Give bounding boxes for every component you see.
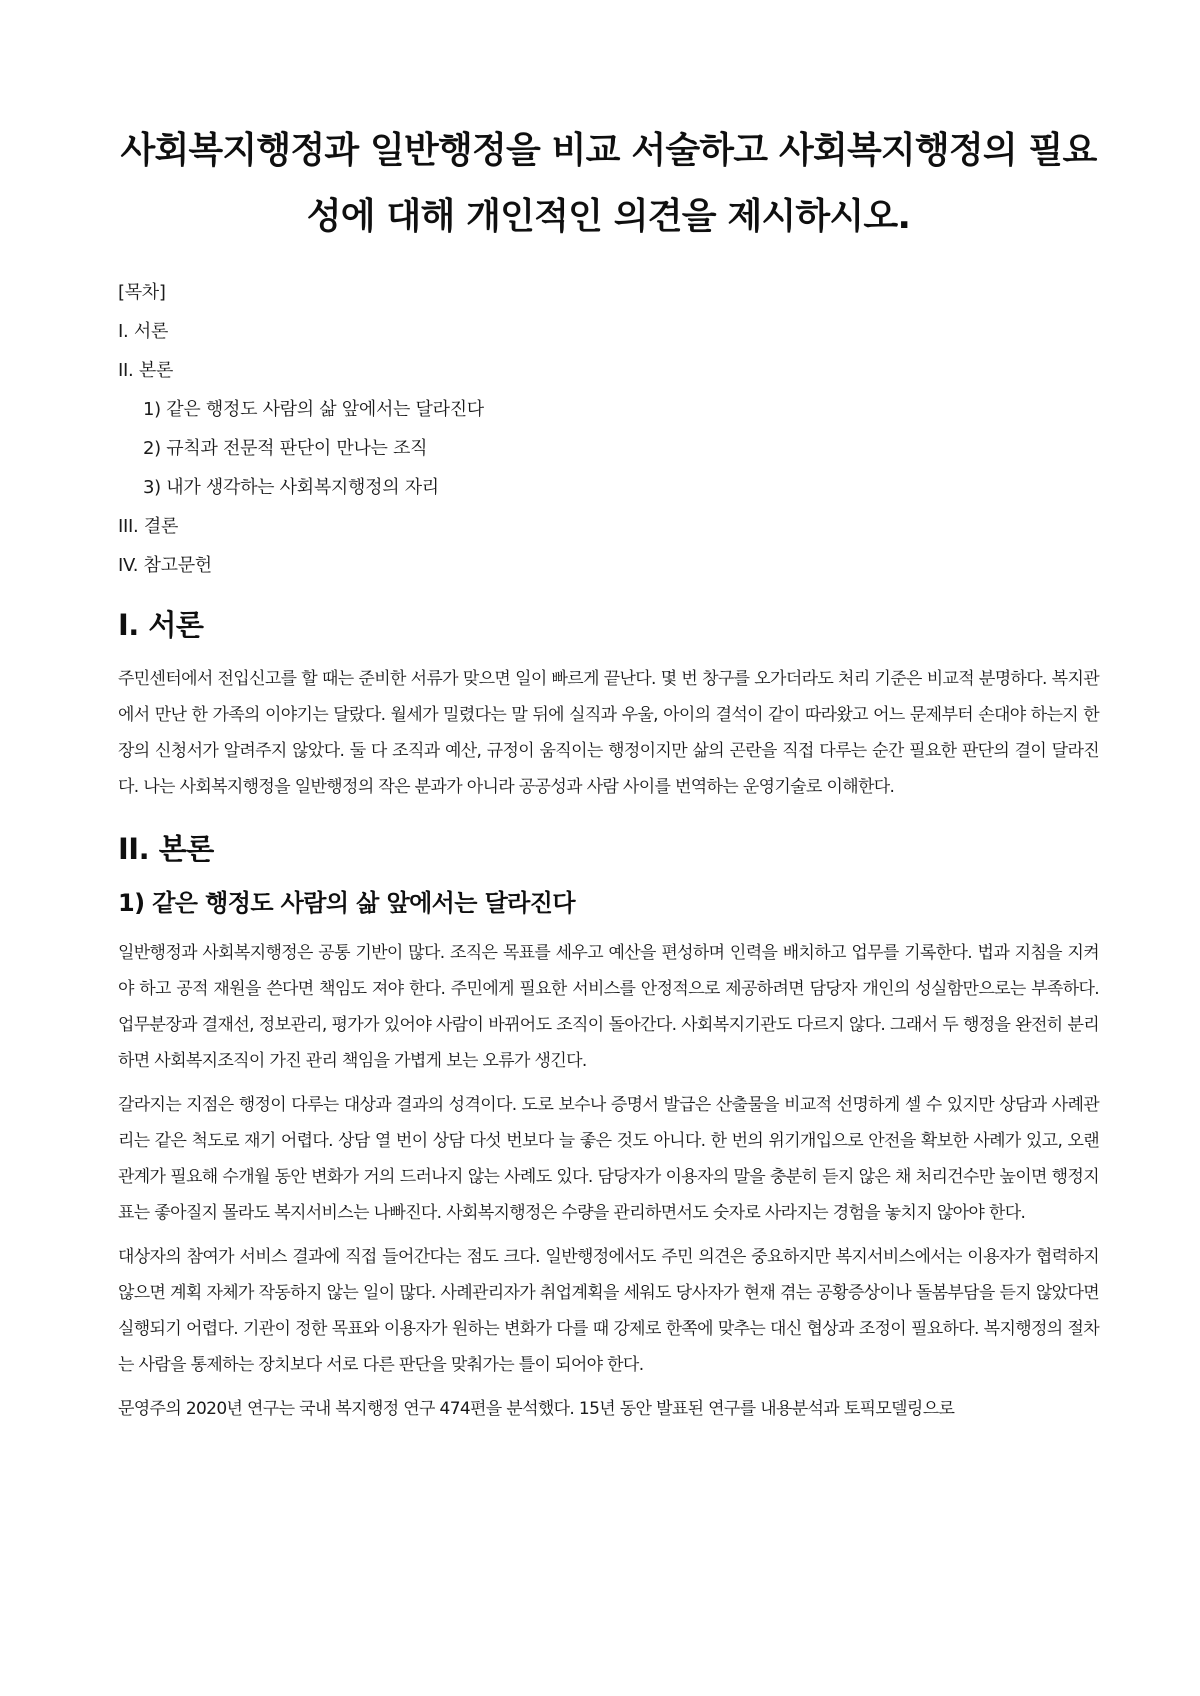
document-title: 사회복지행정과 일반행정을 비교 서술하고 사회복지행정의 필요성에 대해 개인적인 의견을 제시하시오. (120, 130, 1097, 237)
table-of-contents (118, 280, 1099, 579)
toc-item-intro: I. 서론 (118, 321, 169, 342)
body-paragraph: 일반행정과 사회복지행정은 공통 기반이 많다. 조직은 목표를 세우고 예산을 편성하며 인력을 배치하고 업무를 기록한다. 법과 지침을 지켜야 하고 공적 재원을 쓴다면 책임도 져야 한다. 주민에게 필요한 서비스를 안정적으로 제공하려면 담당자 개인의 성실함만으로는 부족하다. 업무분장과 결재선, 정보관리, 평가가 있어야 사람이 바뀌어도 조직이 돌아간다. 사회복지기관도 다르지 않다. 그래서 두 행정을 완전히 분리하면 사회복지조직이 가진 관리 책임을 가볍게 보는 오류가 생긴다. (118, 943, 1099, 1071)
body-subsection-1-heading: 1) 같은 행정도 사람의 삶 앞에서는 달라진다 (118, 889, 575, 917)
toc-item-conclusion: III. 결론 (118, 516, 179, 537)
intro-paragraph: 주민센터에서 전입신고를 할 때는 준비한 서류가 맞으면 일이 빠르게 끝난다. 몇 번 창구를 오가더라도 처리 기준은 비교적 분명하다. 복지관에서 만난 한 가족의 이야기는 달랐다. 월세가 밀렸다는 말 뒤에 실직과 우울, 아이의 결석이 같이 따라왔고 어느 문제부터 손대야 하는지 한 장의 신청서가 알려주지 않았다. 둘 다 조직과 예산, 규정이 움직이는 행정이지만 삶의 곤란을 직접 다루는 순간 필요한 판단의 결이 달라진다. 나는 사회복지행정을 일반행정의 작은 분과가 아니라 공공성과 사람 사이를 번역하는 운영기술로 이해한다. (118, 669, 1099, 797)
toc-item-body-3: 3) 내가 생각하는 사회복지행정의 자리 (143, 477, 439, 498)
body-heading: II. 본론 (118, 832, 214, 866)
toc-item-body-2: 2) 규칙과 전문적 판단이 만나는 조직 (143, 438, 428, 459)
body-paragraph: 갈라지는 지점은 행정이 다루는 대상과 결과의 성격이다. 도로 보수나 증명서 발급은 산출물을 비교적 선명하게 셀 수 있지만 상담과 사례관리는 같은 척도로 재기 어렵다. 상담 열 번이 상담 다섯 번보다 늘 좋은 것도 아니다. 한 번의 위기개입으로 안전을 확보한 사례가 있고, 오랜 관계가 필요해 수개월 동안 변화가 거의 드러나지 않는 사례도 있다. 담당자가 이용자의 말을 충분히 듣지 않은 채 처리건수만 높이면 행정지표는 좋아질지 몰라도 복지서비스는 나빠진다. 사회복지행정은 수량을 관리하면서도 숫자로 사라지는 경험을 놓치지 않아야 한다. (118, 1095, 1099, 1223)
intro-section (118, 605, 1099, 805)
body-section (118, 829, 1099, 1427)
toc-item-references: IV. 참고문헌 (118, 555, 212, 576)
toc-item-body-1: 1) 같은 행정도 사람의 삶 앞에서는 달라진다 (143, 399, 484, 420)
toc-item-body: II. 본론 (118, 360, 174, 381)
body-paragraph: 문영주의 2020년 연구는 국내 복지행정 연구 474편을 분석했다. 15년 동안 발표된 연구를 내용분석과 토픽모델링으로 (118, 1399, 955, 1419)
body-paragraph: 대상자의 참여가 서비스 결과에 직접 들어간다는 점도 크다. 일반행정에서도 주민 의견은 중요하지만 복지서비스에서는 이용자가 협력하지 않으면 계획 자체가 작동하지 않는 일이 많다. 사례관리자가 취업계획을 세워도 당사자가 현재 겪는 공황증상이나 돌봄부담을 듣지 않았다면 실행되기 어렵다. 기관이 정한 목표와 이용자가 원하는 변화가 다를 때 강제로 한쪽에 맞추는 대신 협상과 조정이 필요하다. 복지행정의 절차는 사람을 통제하는 장치보다 서로 다른 판단을 맞춰가는 틀이 되어야 한다. (118, 1247, 1099, 1375)
intro-heading: I. 서론 (118, 608, 204, 642)
toc-heading: [목차] (118, 282, 166, 303)
